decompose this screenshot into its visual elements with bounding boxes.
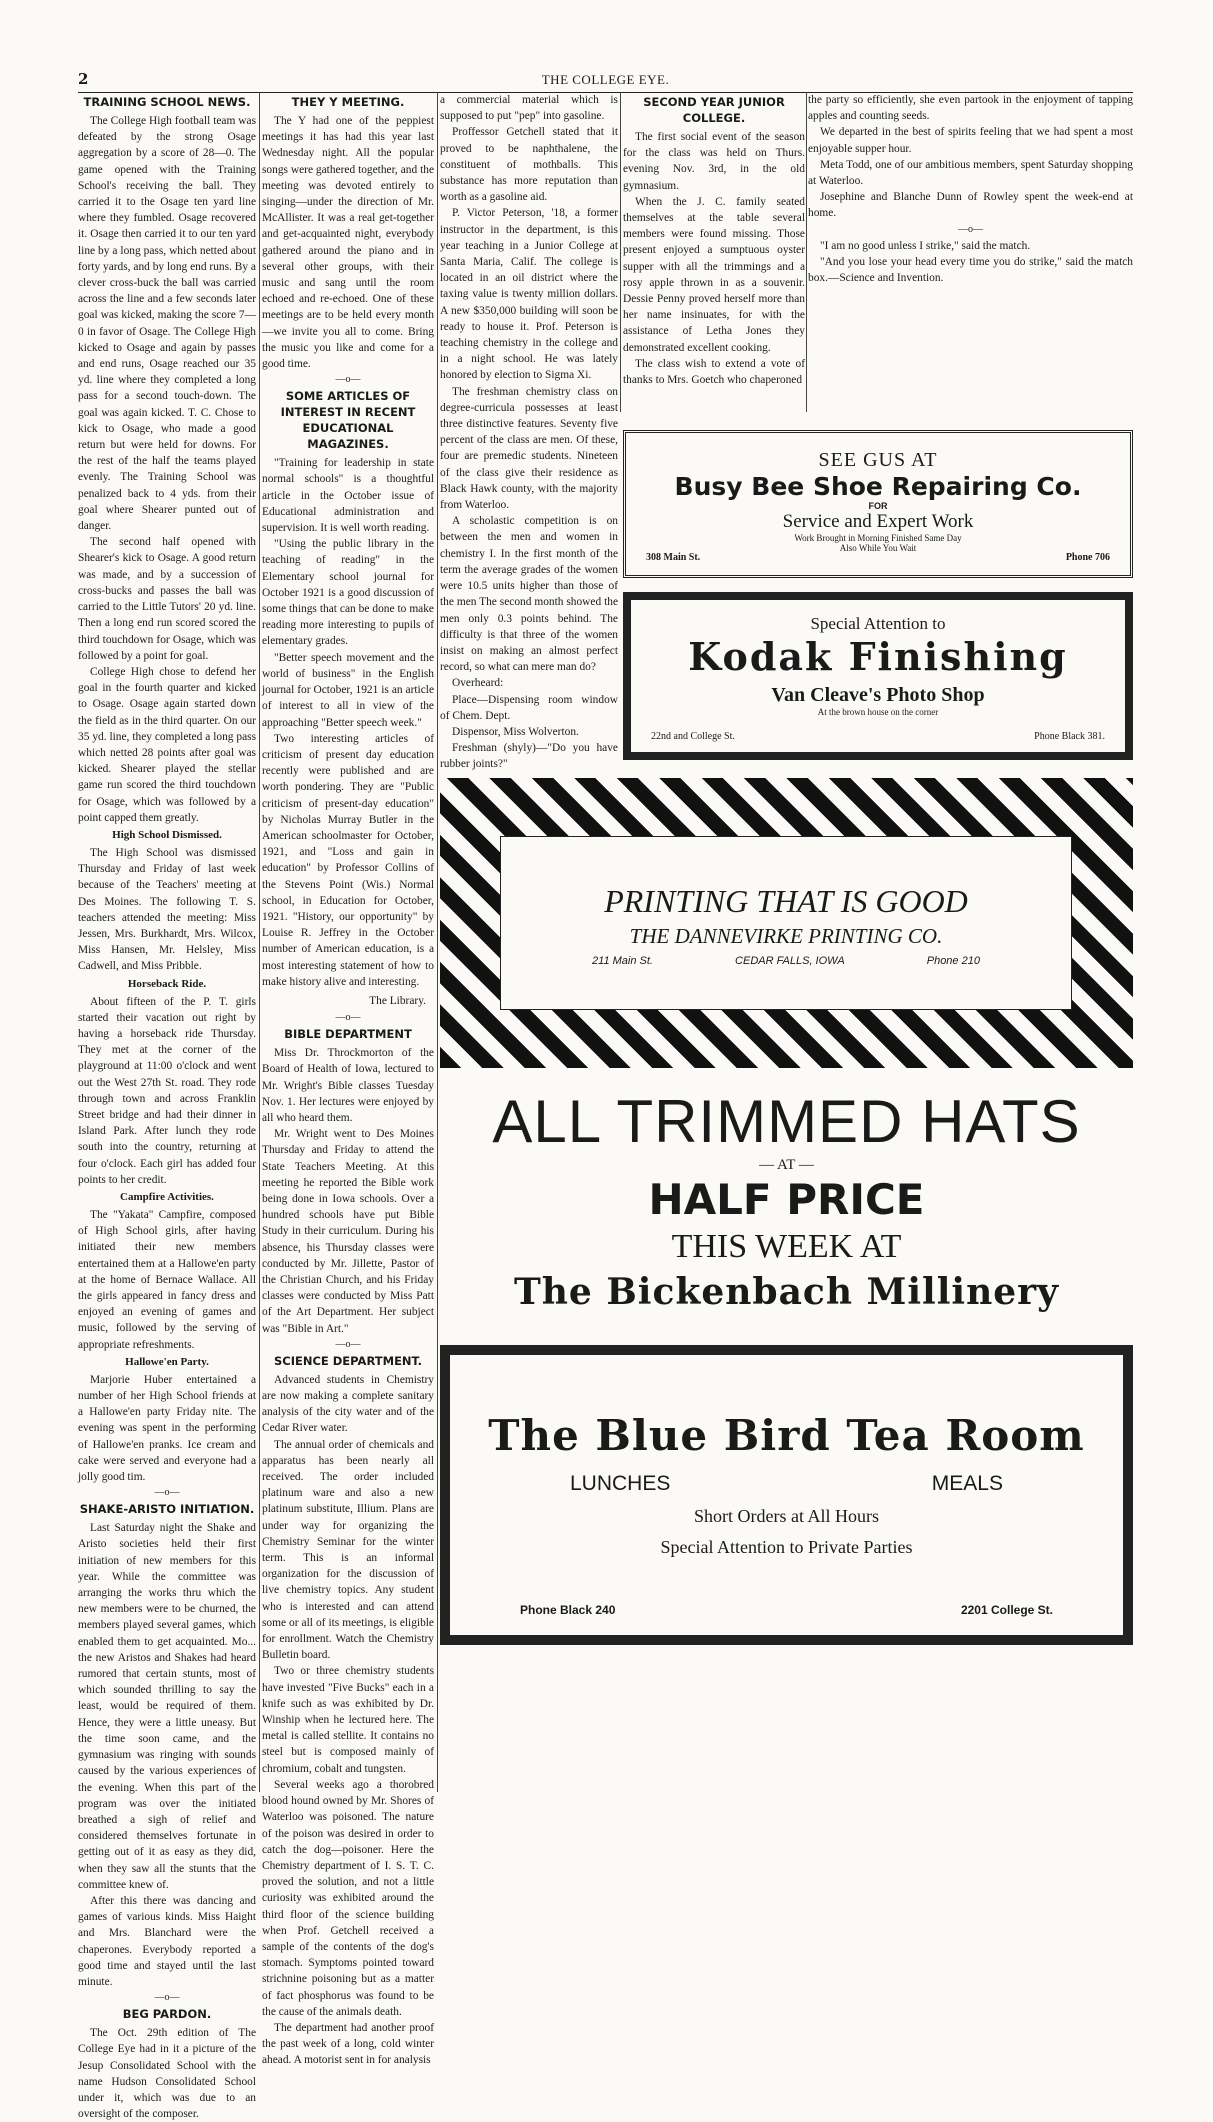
article-paragraph: After this there was dancing and games of various kinds. Miss Haight and Mrs. Blanchard were the chaperones. Everybody reported a good time and stayed until the last minute.	[78, 1894, 256, 1988]
article-paragraph: Advanced students in Chemistry are now making a complete sanitary analysis of the city water and of the Cedar River water.	[262, 1373, 434, 1435]
article-paragraph: The freshman chemistry class on degree-curricula possesses at least three distinctive features. Seventy five percent of the class are men. Of these, four are premedic students. Nineteen of the class give their residence as Black Hawk county, with the majority from Waterloo.	[440, 385, 618, 512]
ad-meals: MEALS	[931, 1472, 1003, 1495]
ad-phone: Phone 210	[926, 955, 980, 967]
ad-line: Special Attention to	[810, 614, 946, 633]
ad-line: Short Orders at All Hours	[694, 1506, 879, 1526]
article-paragraph: Proffessor Getchell stated that it proved to be naphthalene, the constituent of mothballs. This substance has more reputation than worth as a gasoline aid.	[440, 126, 618, 204]
article-paragraph: "I am no good unless I strike," said the match.	[820, 239, 1031, 252]
article-heading: BEG PARDON.	[122, 2007, 212, 2022]
ad-address: 308 Main St.	[646, 552, 701, 563]
article-paragraph: Two interesting articles of criticism of present day education recently were published and are worth pondering. They are "Public criticism of present-day education" by Nicholas Murray Butler in the American schoolmaster for October, 1921, and "Loss and gain in education" by Professor Collins of the Stevens Point (Wis.) Normal school, in Education for October, 1921. "History, our opportunity" by Louise R. Jeffrey in the October number of American education, is a most interesting statement of how to make history alive and interesting.	[262, 732, 434, 988]
divider: —o—	[335, 374, 361, 386]
ad-kodak-finishing	[623, 592, 1133, 760]
ad-line: — AT —	[759, 1157, 814, 1173]
article-paragraph: Several weeks ago a thorobred blood hound owned by Mr. Shores of Waterloo was poisoned. The nature of the poison was desired in order to catch the dog—poisoner. Here the Chemistry department of I. S. T. C. proved the solution, and not a little curiosity was exhibited around the third floor of the science building when Prof. Getchell received a sample of the contents of the dog's stomach. Symptoms pointed toward strichnine poisoning but as a matter of fact phosphorus was found to be the cause of the animals death.	[262, 1778, 434, 2018]
article-paragraph: Place—Dispensing room window of Chem. Dept.	[440, 693, 618, 722]
article-paragraph: "And you lose your head every time you do strike," said the match box.—Science and Invention.	[808, 255, 1133, 285]
column-rule	[259, 92, 260, 1792]
ad-headline: ALL TRIMMED HATS	[492, 1088, 1081, 1155]
signature: The Library.	[369, 994, 426, 1007]
ad-line: At the brown house on the corner	[817, 707, 939, 717]
divider: —o—	[154, 1487, 180, 1499]
article-paragraph: "Using the public library in the teaching of reading" in the Elementary school journal for October 1921 is a good discussion of some things that can be done to make reading more interesting to pupils of elementary grades.	[262, 538, 434, 648]
ad-line: Special Attention to Private Parties	[660, 1537, 913, 1557]
article-paragraph: Meta Todd, one of our ambitious members, spent Saturday shopping at Waterloo.	[808, 158, 1133, 188]
article-paragraph: College High chose to defend her goal in the fourth quarter and kicked to Osage. Osage again started down the field as in the third quarter. On our 35 yd. line, they completed a long pass which netted 28 points after goal was kicked. Shearer played the stellar game run scored the third touchdown for Osage, which was followed by a point capped them greatly.	[78, 665, 256, 824]
article-paragraph: The College High football team was defeated by the strong Osage aggregation by a score of 28—0. The game opened with the Training School's receiving the ball. They carried it to the Osage ten yard line where they fumbled. Osage recovered it. Osage then carried it to our ten yard line by a long pass, which netted about forty yards, and by long end runs. By a clever cross-buck the ball was carried across the line and a few seconds later goal was kicked, making the score 7—0 in favor of Osage. The College High kicked to Osage and again by passes and end runs, Osage reached our 35 yd. line where they completed a long pass for a second touch-down. The goal was again kicked. T. C. Chose to kick to Osage, who made a good return but were held for downs. For the rest of the half the teams played evenly. The Training School was penalized back to 4 yds. from their goal where Shearer punted out of danger.	[78, 115, 256, 533]
article-paragraph: Dispensor, Miss Wolverton.	[452, 725, 579, 738]
article-heading: SECOND YEAR JUNIOR COLLEGE.	[643, 95, 785, 125]
ad-hats	[440, 1080, 1133, 1330]
ad-menu-row	[570, 1472, 1003, 1496]
ad-address: 211 Main St.	[592, 955, 653, 967]
article-paragraph: Two or three chemistry students have invested "Five Bucks" each in a knife such as was exhibited by Dr. Winship when he lectured here. The metal is called stellite. It contains no steel but is composed mainly of chromium, cobalt and tungsten.	[262, 1665, 434, 1775]
article-paragraph: Josephine and Blanche Dunn of Rowley spent the week-end at home.	[808, 191, 1133, 220]
article-paragraph: Overheard:	[452, 677, 504, 690]
column-rule	[620, 92, 621, 412]
ad-phone: Phone Black 381.	[1034, 731, 1105, 742]
article-paragraph: "Training for leadership in state normal schools" is a thoughtful article in the October issue of Educational administration and supervision. It is well worth reading.	[262, 457, 434, 535]
column-5	[808, 92, 1133, 412]
article-paragraph: Last Saturday night the Shake and Aristo societies held their first initiation of new members for this year. While the committee was arranging the works thru which the new members were to be churned, the members played several games, which enabled them to get acquainted. Mo... the new Aristos and Shakes had heard rumored that certain stunts, most of which sounded thrilling to say the least, would be required of them. Hence, they were a little uneasy. But the time soon came, and the gymnasium was ringing with sounds caused by the various experiences of the evening. When this part of the program was over the initiated breathed a sigh of relief and considered themselves fortunate in getting out of it as easy as they did, when they saw all the stunts that the committee knew of.	[78, 1522, 256, 1891]
ad-business-name: Busy Bee Shoe Repairing Co.	[674, 472, 1082, 501]
article-paragraph: The Oct. 29th edition of The College Eye had in it a picture of the Jesup Consolidated School with the name Hudson Consolidated School under it, which was due to an oversight of the composer.	[78, 2027, 256, 2121]
ad-tea-room	[440, 1345, 1133, 1645]
ad-printing-panel	[500, 836, 1072, 1010]
ad-line: Service and Expert Work	[782, 511, 974, 532]
ad-contact-row	[551, 955, 1021, 967]
divider: —o—	[335, 1012, 361, 1024]
ad-headline: PRINTING THAT IS GOOD	[604, 883, 968, 919]
ad-address: 2201 College St.	[960, 1603, 1053, 1617]
ad-city: CEDAR FALLS, IOWA	[735, 955, 845, 967]
ad-line: HALF PRICE	[648, 1175, 925, 1224]
article-heading: BIBLE DEPARTMENT	[284, 1027, 412, 1042]
ad-business-name: The Blue Bird Tea Room	[488, 1411, 1085, 1460]
article-paragraph: About fifteen of the P. T. girls started their vacation out right by having a horseback ride Thursday. They met at the corner of the playground at 11:00 o'clock and went out the West 27th St. road. They rode through town and across Franklin Street bridge and had their dinner in Island Park. After lunch they rode south into the country, returning at four o'clock. Each girl has added four points to her credit.	[78, 995, 256, 1186]
article-paragraph: The "Yakata" Campfire, composed of High School girls, after having initiated their new members entertained them at a Hallowe'en party at the home of Bernace Wallace. All the girls appeared in fancy dress and enjoyed an evening of games and music, followed by the serving of appropriate refreshments.	[78, 1209, 256, 1351]
column-2	[262, 92, 434, 2067]
article-heading: TRAINING SCHOOL NEWS.	[83, 95, 251, 109]
ad-line: FOR	[868, 501, 888, 511]
subheading: High School Dismissed.	[112, 828, 222, 841]
ad-headline: Kodak Finishing	[688, 634, 1068, 679]
page-number: 2	[78, 70, 89, 88]
newspaper-title: THE COLLEGE EYE.	[541, 72, 670, 87]
ad-line: SEE GUS AT	[818, 449, 938, 471]
article-paragraph: the party so efficiently, she even partook in the enjoyment of tapping apples and counting seeds.	[808, 94, 1133, 123]
divider: —o—	[335, 1338, 361, 1350]
ad-line: THIS WEEK AT	[671, 1228, 902, 1265]
ad-address: 22nd and College St.	[651, 731, 735, 742]
article-paragraph: P. Victor Peterson, '18, a former instructor in the department, is this year teaching in a Junior College at Santa Maria, Calif. The college is located in an oil district where the taxing value is twenty million dollars. A new $350,000 building will soon be ready to house it. Prof. Peterson is teaching chemistry in the college and in a night school. He was lately honored by election to Sigma Xi.	[440, 207, 618, 382]
article-paragraph: Miss Dr. Throckmorton of the Board of Health of Iowa, lectured to Mr. Wright's Bible classes Tuesday Nov. 1. Her lectures were enjoyed by all who heard them.	[262, 1047, 434, 1124]
article-paragraph: A scholastic competition is on between the men and women in chemistry I. In the first month of the term the average grades of the women were 10.5 units higher than those of the men The second month showed the men only 0.3 points behind. The difficulty is that three of the women insist on making an almost perfect record, so what can mere man do?	[440, 515, 618, 674]
article-paragraph: The class wish to extend a vote of thanks to Mrs. Goetch who chaperoned	[623, 357, 805, 387]
column-3	[440, 92, 618, 772]
column-1	[78, 92, 256, 2121]
column-4	[623, 92, 805, 412]
ad-business-name: THE DANNEVIRKE PRINTING CO.	[629, 924, 943, 948]
ad-phone: Phone Black 240	[520, 1603, 616, 1617]
article-paragraph: The annual order of chemicals and apparatus has been nearly all received. The order included platinum ware and also a new platinum substitute, Illium. Plans are under way for organizing the Chemistry Seminar for the winter term. This is an informal organization for the discussion of live chemistry topics. Any student who is interested and can attend some or all of its meetings, is eligible for enrollment. Watch the Chemistry Bulletin board.	[262, 1438, 434, 1662]
ad-printing	[440, 778, 1133, 1068]
page-header	[78, 70, 1133, 93]
divider: —o—	[154, 1992, 180, 2004]
ad-phone: Phone 706	[1065, 552, 1110, 563]
column-rule	[806, 92, 807, 412]
article-paragraph: The department had another proof the past week of a long, cold winter ahead. A motorist sent in for analysis	[262, 2021, 434, 2067]
ad-business-name: Van Cleave's Photo Shop	[771, 684, 985, 706]
article-paragraph: The Y had one of the peppiest meetings it has had this year last Wednesday night. All the popular songs were gathered together, and the meeting was devoted entirely to singing—under the direction of Mr. McAllister. It was a real get-together and get-acquainted night, everybody gathered around the piano and in several other groups, with their music and sang until the room echoed and re-echoed. One of these meetings are to be held every month—we invite you all to come. Bring the music you like and come for a good time.	[262, 115, 434, 371]
article-paragraph: When the J. C. family seated themselves at the table several members were found missing. Those present enjoyed a sumptuous oyster supper with all the trimmings and a rosy apple thrown in as a souvenir. Dessie Penny proved herself more than her name insinuates, for with the assistance of Letha Jones they demonstrated excellent cooking.	[623, 195, 805, 354]
divider: —o—	[958, 223, 983, 235]
article-paragraph: "Better speech movement and the world of business" in the English journal for October, 1921 is an article of interest to all in view of the approaching "Better speech week."	[262, 651, 434, 729]
subheading: Hallowe'en Party.	[125, 1355, 209, 1368]
article-paragraph: Marjorie Huber entertained a number of her High School friends at a Hallowe'en party Friday nite. The evening was spent in the performing of Hallowe'en pranks. Ice cream and cake were served and everyone had a jolly good tim.	[78, 1373, 256, 1484]
ad-line: Work Brought in Morning Finished Same Day	[794, 533, 962, 543]
article-paragraph: Freshman (shyly)—"Do you have rubber joints?"	[440, 742, 618, 771]
column-rule	[437, 92, 438, 1792]
ad-shoe-repair	[623, 430, 1133, 578]
subheading: Campfire Activities.	[120, 1191, 214, 1203]
article-paragraph: a commercial material which is supposed to put "pep" into gasoline.	[440, 94, 618, 123]
ad-lunches: LUNCHES	[570, 1472, 671, 1495]
article-heading: SHAKE-ARISTO INITIATION.	[79, 1502, 255, 1517]
article-paragraph: The second half opened with Shearer's kick to Osage. A good return was made, and by a succession of cross-bucks and passes the ball was carried to the Little Tutors' 20 yd. line. Then a long end run scored scored the third touchdown for Osage, which was followed by a point for goal.	[78, 536, 256, 662]
ad-business-name: The Bickenbach Millinery	[513, 1271, 1060, 1313]
article-heading: SCIENCE DEPARTMENT.	[273, 1353, 423, 1368]
article-paragraph: The High School was dismissed Thursday and Friday of last week because of the Teachers' meeting at Des Moines. The following T. S. teachers attended the meeting: Miss Jessen, Mrs. Burkhardt, Mrs. Wilcox, Miss Hansen, Mr. Helsley, Miss Cadwell, and Miss Pribble.	[78, 846, 256, 973]
ad-line: Also While You Wait	[839, 543, 917, 553]
article-paragraph: Mr. Wright went to Des Moines Thursday and Friday to attend the State Teachers Meeting. At this meeting he reported the Bible work being done in Iowa schools. Over a hundred schools have put Bible Study in their curriculum. During his absence, his Thursday classes were conducted by Mr. Jillette, Pastor of the Christian Church, and his Friday classes were conducted by Miss Patt of the Art Department. Her subject was "Bible in Art."	[262, 1128, 434, 1335]
article-paragraph: We departed in the best of spirits feeling that we had spent a most enjoyable supper hour.	[808, 126, 1133, 155]
article-heading: THEY Y MEETING.	[291, 95, 405, 109]
article-heading: SOME ARTICLES OF INTEREST IN RECENT EDUCATIONAL MAGAZINES.	[280, 389, 416, 452]
subheading: Horseback Ride.	[127, 977, 207, 990]
article-paragraph: The first social event of the season for the class was held on Thurs. evening Nov. 3rd, in the old gymnasium.	[623, 131, 805, 192]
